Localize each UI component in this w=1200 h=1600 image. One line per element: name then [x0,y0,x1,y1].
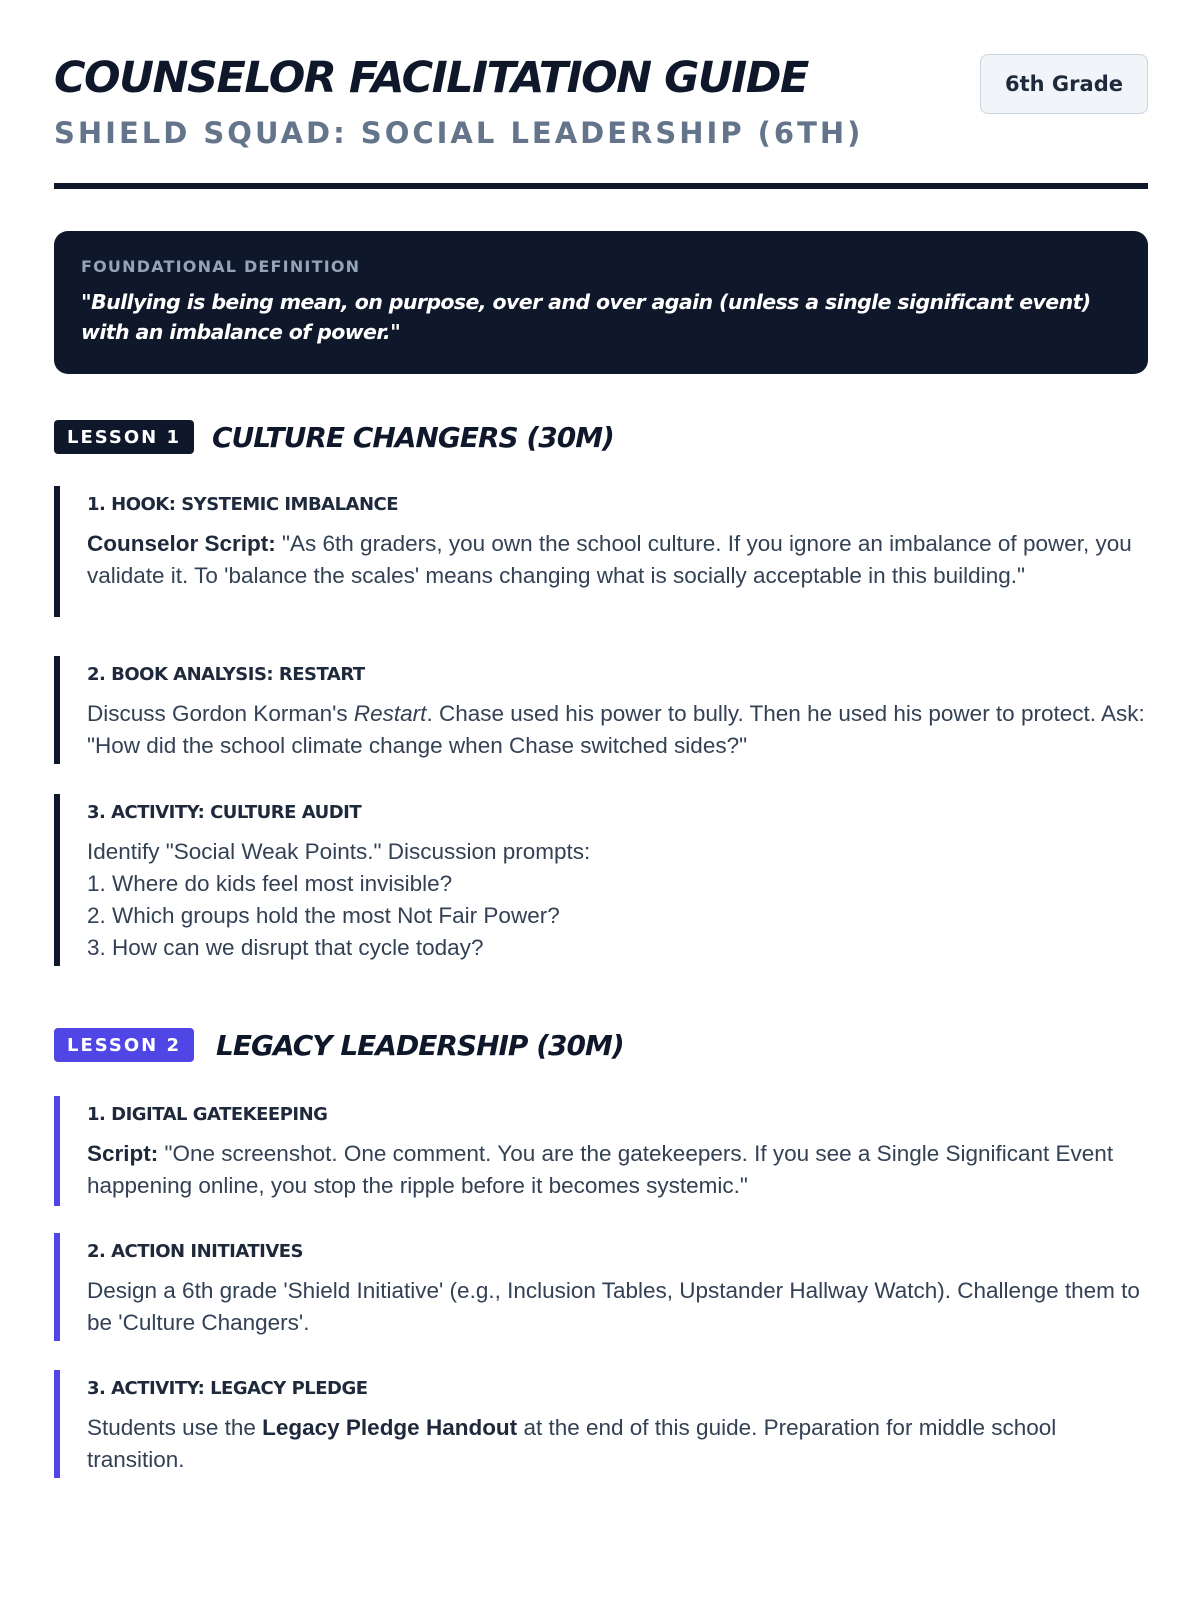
lesson-2-title: LEGACY LEADERSHIP (30M) [216,1029,624,1062]
lesson-2-section [54,1026,1148,1472]
lesson-2-step-legacy-pledge [54,1370,1148,1478]
discussion-prompt: 3. How can we disrupt that cycle today? [87,935,484,960]
pledge-text-after: at the end of this guide. Preparation for middle school transition. [87,1415,1057,1472]
step-body [87,698,1148,762]
grade-badge: 6th Grade [980,54,1148,114]
book-title: Restart [353,701,427,726]
lesson-1-step-book-analysis [54,656,1148,764]
script-text: "As 6th graders, you own the school culture. If you ignore an imbalance of power, you validate it. To 'balance the scales' means changing what is socially acceptable in this building." [87,531,1132,588]
script-text: "One screenshot. One comment. You are the gatekeepers. If you see a Single Significant Event happening online, you stop the ripple before it becomes systemic." [87,1141,1114,1198]
step-heading: 1. HOOK: SYSTEMIC IMBALANCE [87,494,399,515]
lesson-2-header [54,1026,1148,1066]
step-body [87,1412,1148,1476]
script-lead: Script: [87,1141,159,1166]
definition-text: "Bullying is being mean, on purpose, over and over again (unless a single significant event) with an imbalance of power." [81,290,1091,344]
definition-label: FOUNDATIONAL DEFINITION [81,257,361,276]
book-text-before: Discuss Gordon Korman's [87,701,354,726]
discussion-prompt: 1. Where do kids feel most invisible? [87,871,453,896]
foundational-definition-box [54,231,1148,374]
page-subtitle: SHIELD SQUAD: SOCIAL LEADERSHIP (6TH) [54,116,864,150]
page-title: COUNSELOR FACILITATION GUIDE [54,53,808,103]
facilitation-guide-page [54,0,1148,1472]
book-text-after: . Chase used his power to bully. Then he used his power to protect. Ask: "How did the school climate change when Chase switched sides?" [87,701,1145,758]
lesson-1-section [54,418,1148,960]
header-divider [54,183,1148,189]
lesson-1-tag: LESSON 1 [54,420,194,454]
lesson-1-title: CULTURE CHANGERS (30M) [212,421,614,454]
step-heading: 3. ACTIVITY: CULTURE AUDIT [87,802,362,823]
pledge-handout-name: Legacy Pledge Handout [262,1415,518,1440]
lesson-1-header [54,418,1148,458]
lesson-1-step-hook [54,486,1148,617]
step-heading: 2. BOOK ANALYSIS: RESTART [87,664,365,685]
lesson-2-step-digital-gatekeeping [54,1096,1148,1206]
step-heading: 1. DIGITAL GATEKEEPING [87,1104,328,1125]
prompt-intro: Identify "Social Weak Points." Discussion prompts: [87,839,591,864]
lesson-2-tag: LESSON 2 [54,1028,194,1062]
lesson-1-step-culture-audit [54,794,1148,966]
guide-header [54,0,1148,190]
step-body [87,836,1148,964]
step-body [87,528,1148,592]
step-heading: 2. ACTION INITIATIVES [87,1241,304,1262]
discussion-prompt: 2. Which groups hold the most Not Fair Power? [87,903,560,928]
step-heading: 3. ACTIVITY: LEGACY PLEDGE [87,1378,368,1399]
pledge-text-before: Students use the [87,1415,263,1440]
script-lead: Counselor Script: [87,531,276,556]
step-body: Design a 6th grade 'Shield Initiative' (e.g., Inclusion Tables, Upstander Hallway Watch). Challenge them to be 'Culture Changers'. [87,1278,1140,1335]
lesson-2-step-action-initiatives [54,1233,1148,1341]
step-body [87,1138,1148,1202]
